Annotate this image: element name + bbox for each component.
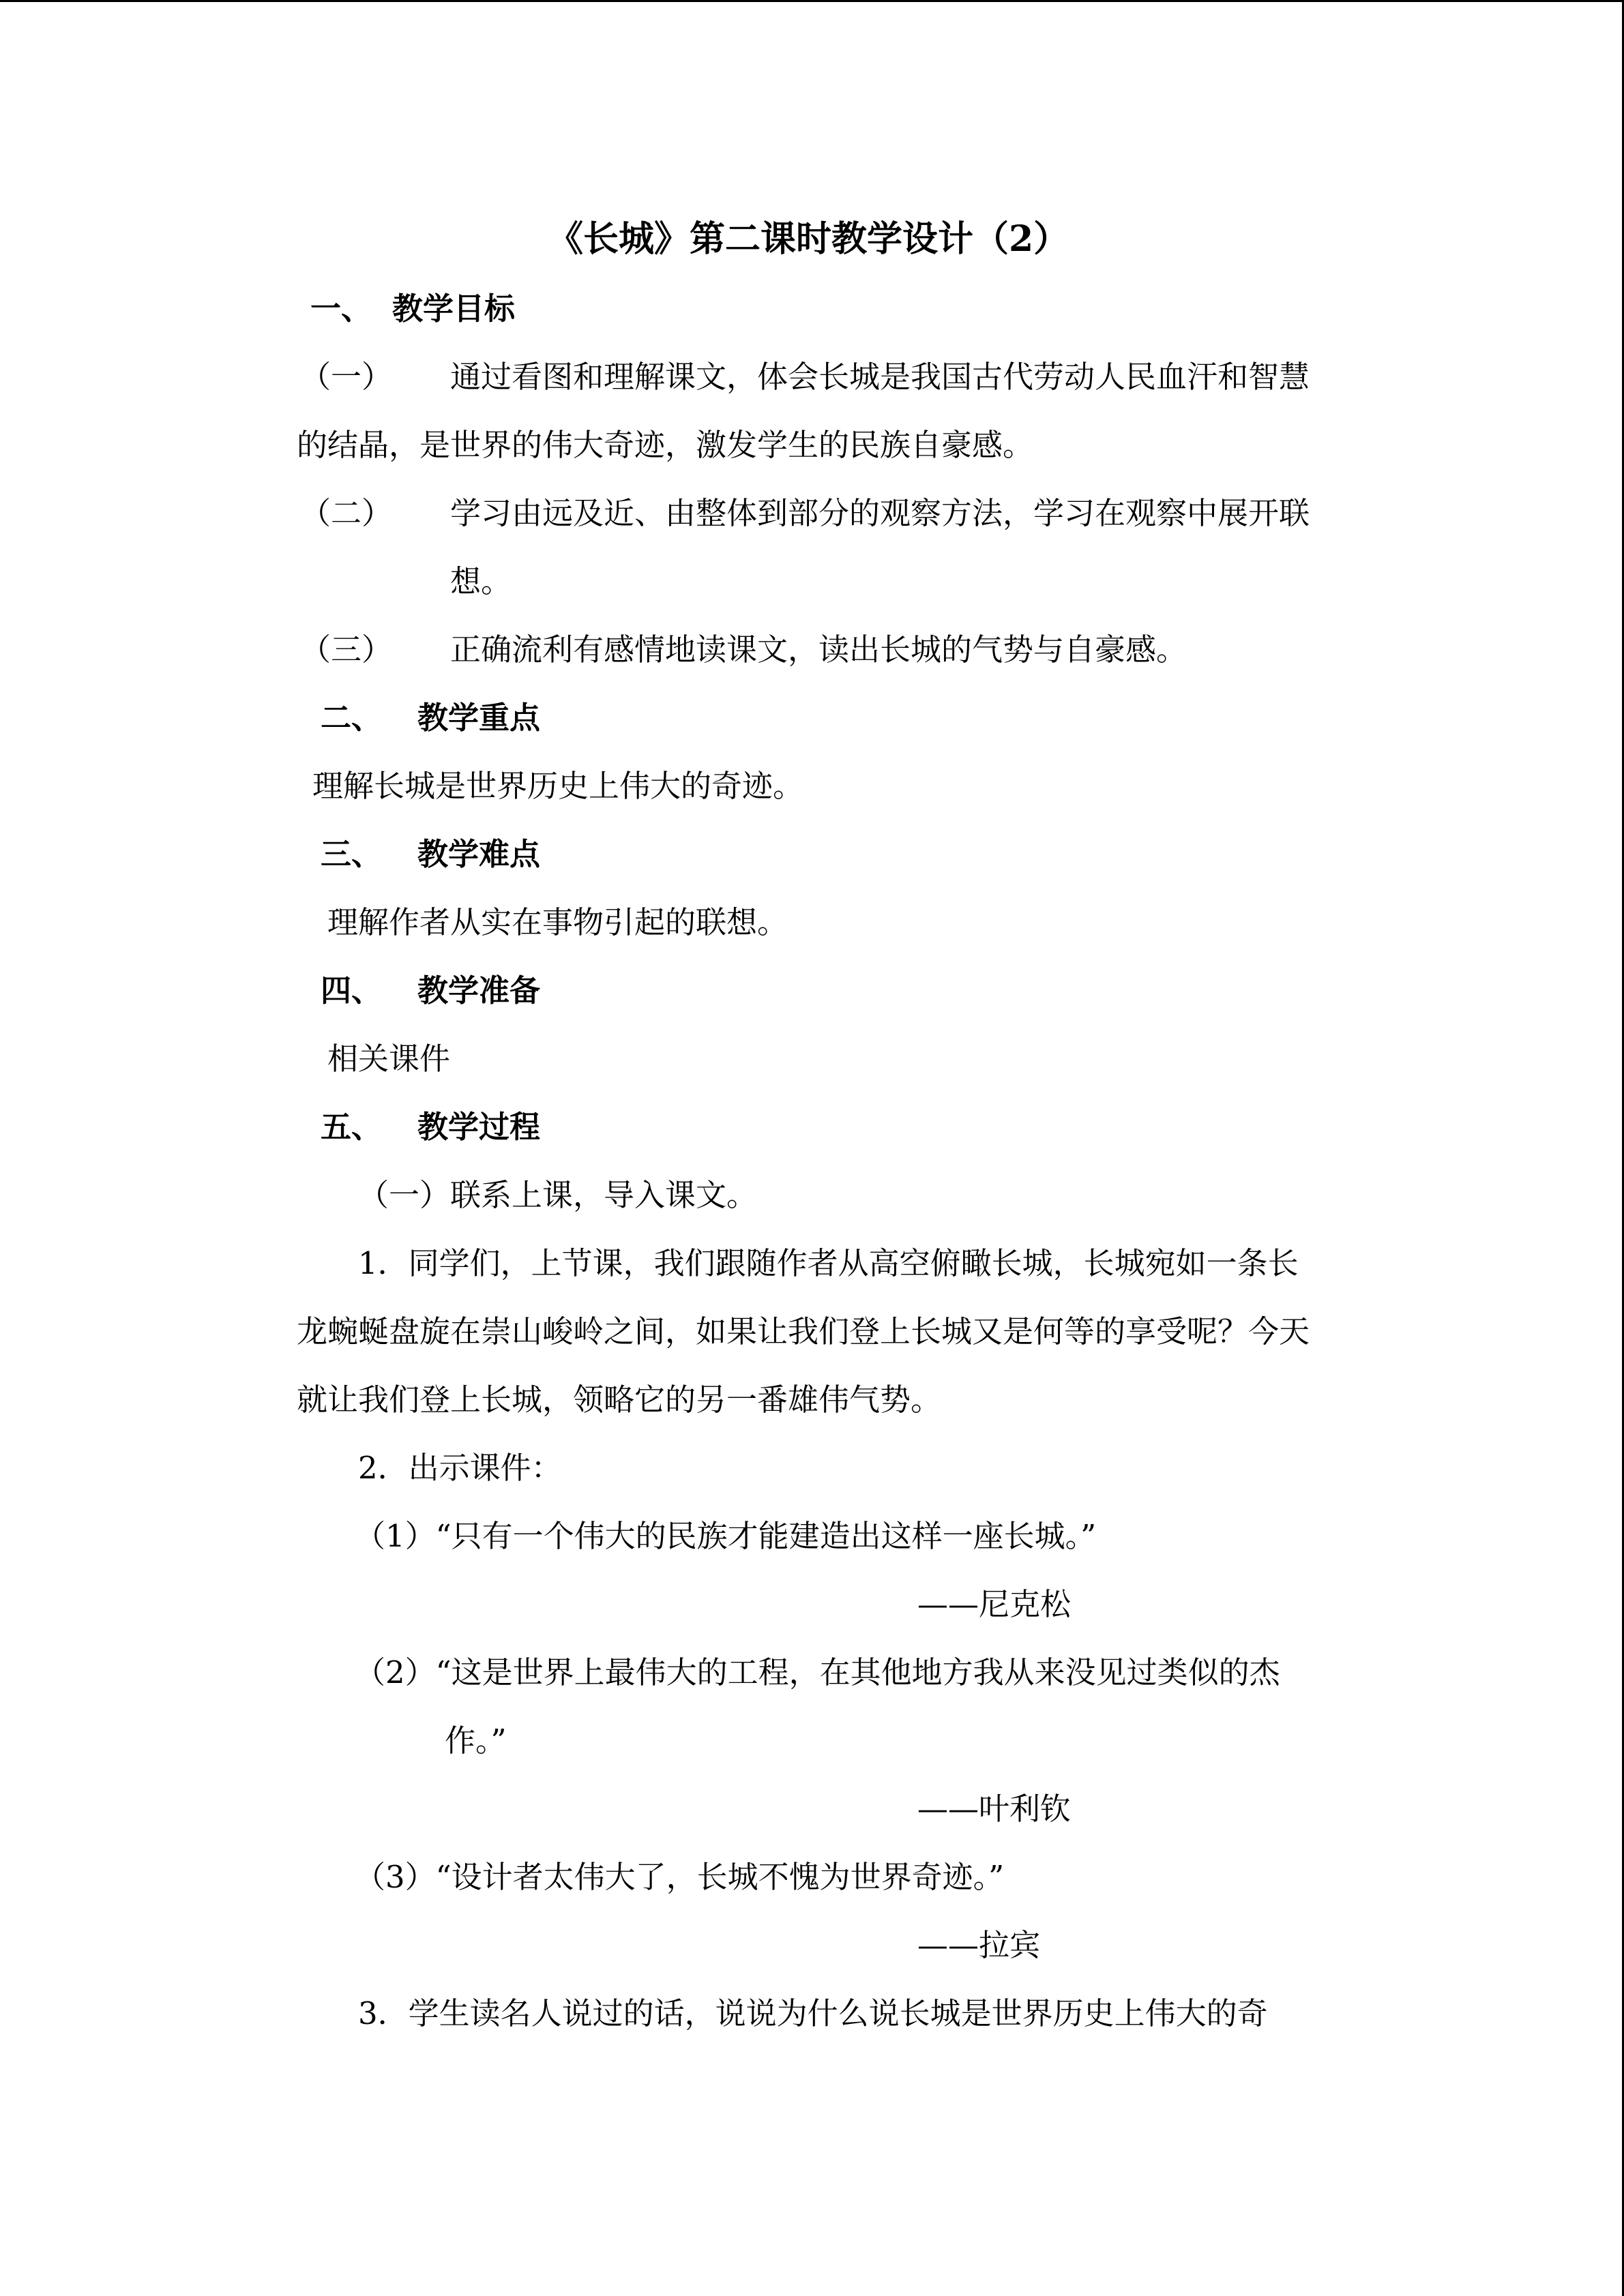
quote-3-author: ——拉宾 xyxy=(917,1927,1041,1963)
section-3-heading: 教学难点 xyxy=(417,836,541,872)
quote-2-cont: 作。” xyxy=(445,1723,507,1759)
goal-3-text: 正确流利有感情地读课文，读出长城的气势与自豪感。 xyxy=(450,631,1187,668)
section-4-body: 相关课件 xyxy=(327,1041,451,1077)
section-2-body: 理解长城是世界历史上伟大的奇迹。 xyxy=(312,768,804,804)
page-title: 《长城》第二课时教学设计（2） xyxy=(548,218,1069,260)
section-2-heading: 教学重点 xyxy=(417,700,541,736)
quote-1-author: ——尼克松 xyxy=(917,1586,1072,1622)
section-4-heading: 教学准备 xyxy=(417,972,541,1009)
goal-2-number: （二） xyxy=(300,495,393,531)
process-item-3: 3．学生读名人说过的话，说说为什么说长城是世界历史上伟大的奇 xyxy=(358,1995,1268,2031)
section-3-number: 三、 xyxy=(321,836,383,872)
process-item-2: 2．出示课件： xyxy=(358,1450,562,1486)
goal-1-number: （一） xyxy=(300,359,393,395)
process-intro: （一）联系上课，导入课文。 xyxy=(358,1177,758,1213)
section-3-body: 理解作者从实在事物引起的联想。 xyxy=(327,904,788,940)
process-item-1-cont: 龙蜿蜒盘旋在崇山峻岭之间，如果让我们登上长城又是何等的享受呢？今天 xyxy=(297,1313,1310,1350)
goal-2-text-cont: 想。 xyxy=(450,563,512,599)
quote-3: （3）“设计者太伟大了，长城不愧为世界奇迹。” xyxy=(355,1859,1005,1895)
goal-1-text-cont: 的结晶，是世界的伟大奇迹，激发学生的民族自豪感。 xyxy=(297,427,1034,463)
process-item-1: 1．同学们，上节课，我们跟随作者从高空俯瞰长城，长城宛如一条长 xyxy=(358,1245,1299,1281)
section-4-number: 四、 xyxy=(321,972,383,1009)
goal-2-text: 学习由远及近、由整体到部分的观察方法，学习在观察中展开联 xyxy=(450,495,1310,531)
section-2-number: 二、 xyxy=(321,700,383,736)
section-1-number: 一、 xyxy=(310,290,372,327)
process-item-1-cont2: 就让我们登上长城，领略它的另一番雄伟气势。 xyxy=(297,1382,942,1418)
section-5-number: 五、 xyxy=(321,1109,383,1145)
goal-1-text: 通过看图和理解课文，体会长城是我国古代劳动人民血汗和智慧 xyxy=(450,359,1310,395)
quote-1: （1）“只有一个伟大的民族才能建造出这样一座长城。” xyxy=(355,1518,1097,1554)
goal-3-number: （三） xyxy=(300,631,393,668)
quote-2: （2）“这是世界上最伟大的工程，在其他地方我从来没见过类似的杰 xyxy=(355,1654,1280,1690)
section-1-heading: 教学目标 xyxy=(392,290,516,327)
section-5-heading: 教学过程 xyxy=(417,1109,541,1145)
quote-2-author: ——叶利钦 xyxy=(917,1791,1072,1827)
